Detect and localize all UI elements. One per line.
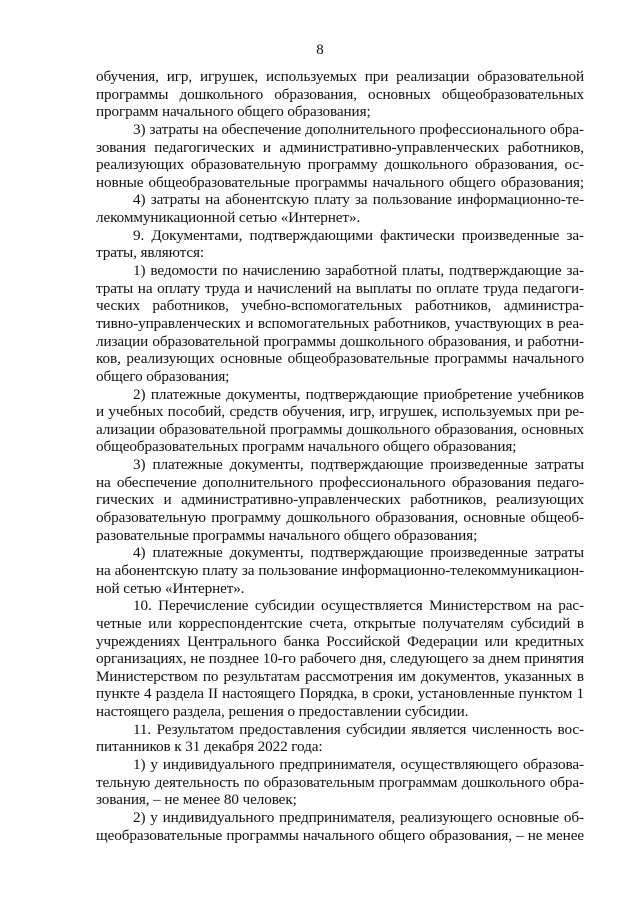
text-line: питанников к 31 декабря 2022 года: xyxy=(96,738,323,756)
paragraph-first-line: 3) затраты на обеспечение дополнительного профессионального обра- xyxy=(133,120,584,138)
paragraph-first-line: 4) платежные документы, подтверждающие произведенные затраты xyxy=(133,544,584,562)
text-line: организациях, не позднее 10-го рабочего дня, следующего за днем принятия xyxy=(96,650,584,668)
text-line: тельную деятельность по образовательным программам дошкольного обра- xyxy=(96,773,584,791)
text-line: на абонентскую плату за пользование информационно-телекоммуникацион- xyxy=(96,561,584,579)
paragraph-first-line: 10. Перечисление субсидии осуществляется Министерством на рас- xyxy=(133,597,584,615)
text-line: тивно-управленческих и вспомогательных работников, участвующих в реа- xyxy=(96,314,584,332)
text-line: общего образования; xyxy=(96,367,230,385)
text-line: разовательные программы начального общего образования; xyxy=(96,526,478,544)
text-line: ной сетью «Интернет». xyxy=(96,579,245,597)
text-line: лизации образовательной программы дошкольного образования, и работни- xyxy=(96,332,584,350)
text-line: лекоммуникационной сетью «Интернет». xyxy=(96,209,361,227)
text-line: на обеспечение дополнительного профессионального образования педаго- xyxy=(96,473,584,491)
paragraph-first-line: 3) платежные документы, подтверждающие произведенные затраты xyxy=(133,456,584,474)
text-line: зования педагогических и административно-управленческих работников, xyxy=(96,138,584,156)
text-line: общеобразовательных программ начального общего образования; xyxy=(96,438,517,456)
paragraph-first-line: 1) у индивидуального предпринимателя, осуществляющего образова- xyxy=(133,755,584,773)
text-line: пункте 4 раздела II настоящего Порядка, в сроки, установленные пунктом 1 xyxy=(96,685,584,703)
text-line: траты на оплату труда и начислений на выплаты по оплате труда педагоги- xyxy=(96,279,584,297)
text-line: программ начального общего образования; xyxy=(96,103,371,121)
text-line: траты, являются: xyxy=(96,244,205,262)
paragraph-first-line: 2) платежные документы, подтверждающие приобретение учебников xyxy=(133,385,584,403)
page-number: 8 xyxy=(316,42,324,58)
text-line: Министерством по результатам рассмотрения им документов, указанных в xyxy=(96,667,584,685)
paragraph-first-line: 9. Документами, подтверждающими фактически произведенные за- xyxy=(133,226,584,244)
text-line: зования, – не менее 80 человек; xyxy=(96,791,297,809)
paragraph-first-line: 2) у индивидуального предпринимателя, реализующего основные об- xyxy=(133,808,584,826)
text-line: ков, реализующих основные общеобразовательные программы начального xyxy=(96,350,584,368)
paragraph-first-line: 11. Результатом предоставления субсидии является численность вос- xyxy=(133,720,584,738)
text-line: гических и административно-управленческих работников, реализующих xyxy=(96,491,584,509)
text-line: образовательную программу дошкольного образования, основные общеоб- xyxy=(96,509,584,527)
document-body xyxy=(96,68,584,844)
text-line: и учебных пособий, средств обучения, игр, игрушек, используемых при ре- xyxy=(96,403,584,421)
text-line: настоящего раздела, решения о предоставлении субсидии. xyxy=(96,703,469,721)
text-line: четные или корреспондентские счета, открытые получателям субсидий в xyxy=(96,614,584,632)
text-line: учреждениях Центрального банка Российской Федерации или кредитных xyxy=(96,632,584,650)
text-line: ческих работников, учебно-вспомогательных работников, администра- xyxy=(96,297,584,315)
text-line: программы дошкольного образования, основных общеобразовательных xyxy=(96,85,584,103)
text-line: обучения, игр, игрушек, используемых при реализации образовательной xyxy=(96,68,584,85)
text-line: ализации образовательной программы дошкольного образования, основных xyxy=(96,420,584,438)
paragraph-first-line: 1) ведомости по начислению заработной платы, подтверждающие за- xyxy=(133,262,584,280)
text-line: реализующих образовательную программу дошкольного образования, ос- xyxy=(96,156,584,174)
text-line: новные общеобразовательные программы начального общего образования; xyxy=(96,173,584,191)
paragraph-first-line: 4) затраты на абонентскую плату за пользование информационно-те- xyxy=(133,191,584,209)
text-line: щеобразовательные программы начального общего образования, – не менее xyxy=(96,826,584,844)
